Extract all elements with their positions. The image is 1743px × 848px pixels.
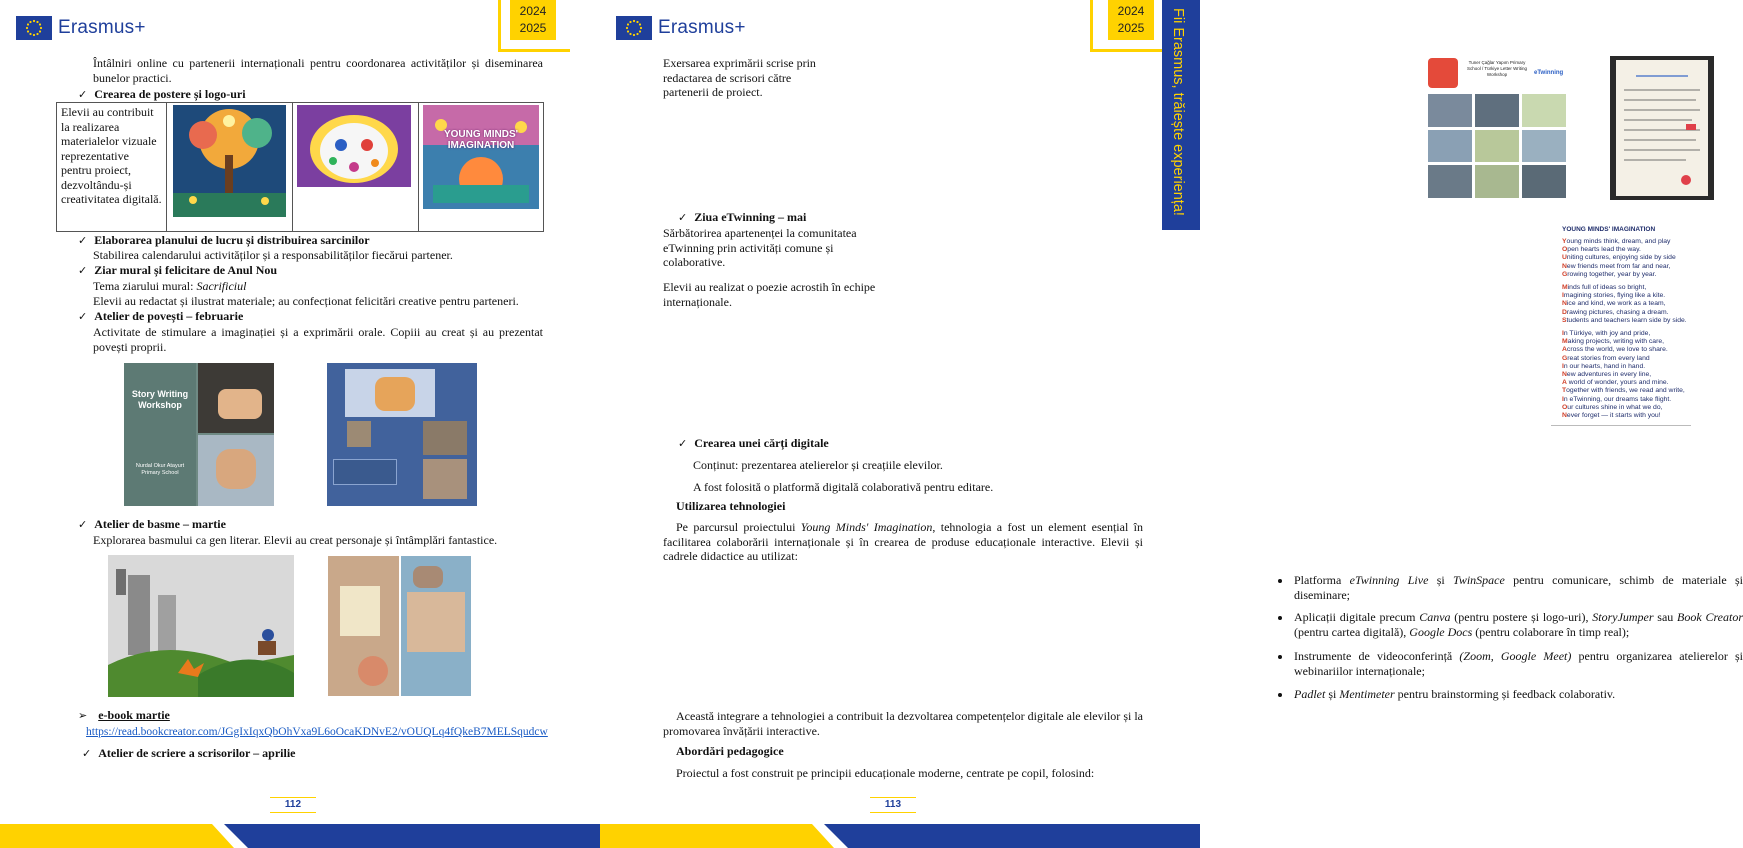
- posters-cell-text: Elevii au contribuit la realizarea materialelor vizuale reprezentative pentru proiect, dezvoltându-și creativitatea digitală.: [61, 105, 162, 206]
- poem-line: Great stories from every land: [1562, 354, 1650, 362]
- mural-theme-label: Tema ziarului mural:: [93, 279, 194, 293]
- workshop-photo-school: Nurdal Okur Atayurt Primary School: [135, 463, 185, 476]
- tech-intro-project: Young Minds' Imagination: [800, 520, 933, 534]
- poem-line: Uniting cultures, enjoying side by side: [1562, 254, 1676, 262]
- children-drawing-photo-1: [328, 556, 399, 696]
- poem-title: YOUNG MINDS' IMAGINATION: [1562, 226, 1656, 233]
- poem-line: In Türkiye, with joy and pride,: [1562, 330, 1651, 338]
- bullet-apps: Aplicații digitale precum Canva (pentru postere și logo-uri), StoryJumper sau Book Creator (pentru cartea digitală), Google Docs (pentru colaborare în timp real);: [1294, 610, 1743, 639]
- poster-tree-cell: [167, 103, 293, 231]
- posters-heading: ✓ Crearea de postere și logo-uri: [78, 87, 246, 103]
- pedagogy-heading: Abordări pedagogice: [676, 744, 784, 758]
- brand-name: Erasmus+: [58, 17, 146, 38]
- acrostic-poem-card: [1562, 226, 1692, 426]
- stories-heading: ✓ Atelier de povești – februarie: [78, 309, 243, 325]
- poem-line: Across the world, we love to share.: [1562, 346, 1668, 354]
- mural-theme-value: Sacrificiul: [196, 279, 247, 293]
- year-badge: [510, 0, 556, 40]
- ebook-heading: [78, 708, 170, 724]
- plan-heading: ✓ Elaborarea planului de lucru și distribuirea sarcinilor: [78, 233, 370, 249]
- ebook-link[interactable]: https://read.bookcreator.com/JGgIxIqxQbOhVxa9L6oOcaKDNvE2/vOUQLq4fQkeB7MELSqudcw: [86, 726, 548, 738]
- poem-line: New adventures in every line,: [1562, 371, 1652, 379]
- handwritten-letter-photo: [1610, 56, 1714, 200]
- story-collage-photo: [327, 363, 477, 506]
- eu-flag-icon: [16, 16, 52, 40]
- poem-line: Imagining stories, flying like a kite.: [1562, 292, 1666, 300]
- year-bottom: 2025: [519, 21, 547, 35]
- tech-intro-part-2: , tehnologia a fost un element esențial în facilitarea colaborării internaționale și în crearea de produse educaționale interactive. Elevii și cadrele didactice au utilizat:: [663, 520, 1143, 563]
- eu-flag-icon: [616, 16, 652, 40]
- poem-line: Our cultures shine in what we do,: [1562, 403, 1663, 411]
- page-number-left: 112: [270, 797, 316, 813]
- poem-line: Minds full of ideas so bright,: [1562, 284, 1647, 292]
- tech-intro: [663, 520, 1143, 564]
- poem-stanza: [1562, 330, 1692, 420]
- poem-line: New friends meet from far and near,: [1562, 262, 1671, 270]
- poem-line: Young minds think, dream, and play: [1562, 238, 1671, 245]
- poster-tree-image: [173, 105, 286, 217]
- page-right: [600, 0, 1743, 848]
- mural-heading: ✓ Ziar mural și felicitare de Anul Nou: [78, 263, 277, 279]
- letters-heading: ✓ Atelier de scriere a scrisorilor – aprilie: [82, 746, 296, 762]
- bullet-padlet: Padlet și Mentimeter pentru brainstorming și feedback colaborativ.: [1294, 687, 1743, 702]
- poster-mask-image: [297, 105, 411, 187]
- tech-conclusion: Această integrare a tehnologiei a contribuit la dezvoltarea competențelor digitale ale elevilor și la promovarea învățării interactive.: [663, 709, 1143, 738]
- poem-stanza: [1562, 238, 1692, 279]
- letter-workshop-collage: [1428, 58, 1566, 198]
- poem-line: In eTwinning, our dreams take flight.: [1562, 395, 1672, 403]
- side-slogan-band: [1162, 0, 1200, 230]
- poem-line: Together with friends, we read and write,: [1562, 387, 1685, 395]
- collage-title: Tuner Çağlar Yapım Primary School / Türkiye Letter Writing Workshop: [1466, 60, 1528, 77]
- year-bottom: 2025: [1117, 21, 1145, 35]
- poem-line: Students and teachers learn side by side.: [1562, 316, 1687, 324]
- poem-stanza: [1562, 284, 1692, 325]
- posters-table-text-cell: [57, 103, 167, 231]
- tech-intro-part-1: Pe parcursul proiectului: [676, 520, 796, 534]
- pedagogy-text: Proiectul a fost construit pe principii educaționale moderne, centrate pe copil, folosind:: [676, 766, 1095, 780]
- intro-text: Întâlniri online cu partenerii internaționali pentru coordonarea activităților și diseminarea bunelor practici.: [93, 56, 543, 85]
- poem-line: Making projects, writing with care,: [1562, 338, 1664, 346]
- poem-line: Nice and kind, we work as a team,: [1562, 300, 1666, 308]
- children-drawing-photo-2: [401, 556, 471, 696]
- fairy-text: Explorarea basmului ca gen literar. Elevii au creat personaje și întâmplări fantastice.: [93, 533, 498, 547]
- stories-text: Activitate de stimulare a imaginației și a exprimării orale. Copiii au creat și au prezentat povești proprii.: [93, 325, 543, 354]
- ebook-link-row: [86, 724, 548, 740]
- castle-drawing-image: [108, 555, 294, 697]
- poem-line: Open hearts lead the way.: [1562, 246, 1641, 254]
- page-left: [0, 0, 600, 848]
- poem-line: A world of wonder, yours and mine.: [1562, 379, 1669, 387]
- year-top: 2024: [1117, 4, 1145, 18]
- etwinning-text-1: Sărbătorirea apartenenței la comunitatea eTwinning prin activități comune și colaborative.: [663, 226, 857, 269]
- page-number-right: 113: [870, 797, 916, 813]
- year-badge-right: [1108, 0, 1154, 40]
- erasmus-logo: [16, 16, 146, 40]
- letters-text: Exersarea exprimării scrise prin redactarea de scrisori către partenerii de proiect.: [663, 56, 816, 99]
- poem-divider: [1551, 425, 1691, 426]
- plan-text: Stabilirea calendarului activităților și a responsabilităților fiecărui partener.: [93, 248, 453, 262]
- school-logo-icon: [1428, 58, 1458, 88]
- poster-mask-cell: [293, 103, 419, 231]
- fairy-heading: ✓ Atelier de basme – martie: [78, 517, 226, 533]
- workshop-photo-title: Story Writing Workshop: [131, 389, 189, 410]
- bullet-etwinning: Platforma eTwinning Live și TwinSpace pentru comunicare, schimb de materiale și diseminare;: [1294, 573, 1743, 602]
- etwinning-heading: ✓ Ziua eTwinning – mai: [678, 210, 806, 226]
- poster-young-minds-cell: [419, 103, 543, 231]
- digital-book-heading: ✓ Crearea unei cărți digitale: [678, 436, 829, 452]
- collage-photo-grid: [1428, 94, 1566, 198]
- footer-band: [0, 824, 600, 848]
- year-top: 2024: [519, 4, 547, 18]
- side-slogan: Fii Erasmus, trăiește experiența!: [1170, 8, 1186, 216]
- brand-name-right: Erasmus+: [658, 17, 746, 38]
- mural-text: Elevii au redactat și ilustrat materiale; au confecționat felicitări creative pentru parteneri.: [93, 294, 519, 308]
- poem-line: Never forget — it starts with you!: [1562, 412, 1661, 420]
- etwinning-logo: eTwinning: [1534, 70, 1564, 76]
- etwinning-text-2: Elevii au realizat o poezie acrostih în echipe internaționale.: [663, 280, 876, 309]
- footer-band-right: [600, 824, 1200, 848]
- poem-body: [1562, 238, 1692, 420]
- poster-young-minds-title: YOUNG MINDS' IMAGINATION: [443, 129, 519, 151]
- poem-line: Growing together, year by year.: [1562, 270, 1657, 278]
- digital-book-content: Conținut: prezentarea atelierelor și creațiile elevilor.: [693, 458, 943, 472]
- erasmus-logo-right: [616, 16, 746, 40]
- digital-book-platform: A fost folosită o platformă digitală colaborativă pentru editare.: [693, 480, 994, 494]
- poem-line: Drawing pictures, chasing a dream.: [1562, 308, 1669, 316]
- ebook-heading-text: e-book martie: [98, 708, 170, 722]
- tech-heading: Utilizarea tehnologiei: [676, 499, 786, 513]
- mural-theme: [93, 279, 246, 294]
- bullet-video: Instrumente de videoconferință (Zoom, Google Meet) pentru organizarea atelierelor și webinariilor internaționale;: [1294, 649, 1743, 678]
- poem-line: In our hearts, hand in hand.: [1562, 362, 1646, 370]
- story-workshop-photo: [124, 363, 274, 506]
- poster-young-minds-image: [423, 105, 539, 209]
- posters-table: [56, 102, 544, 232]
